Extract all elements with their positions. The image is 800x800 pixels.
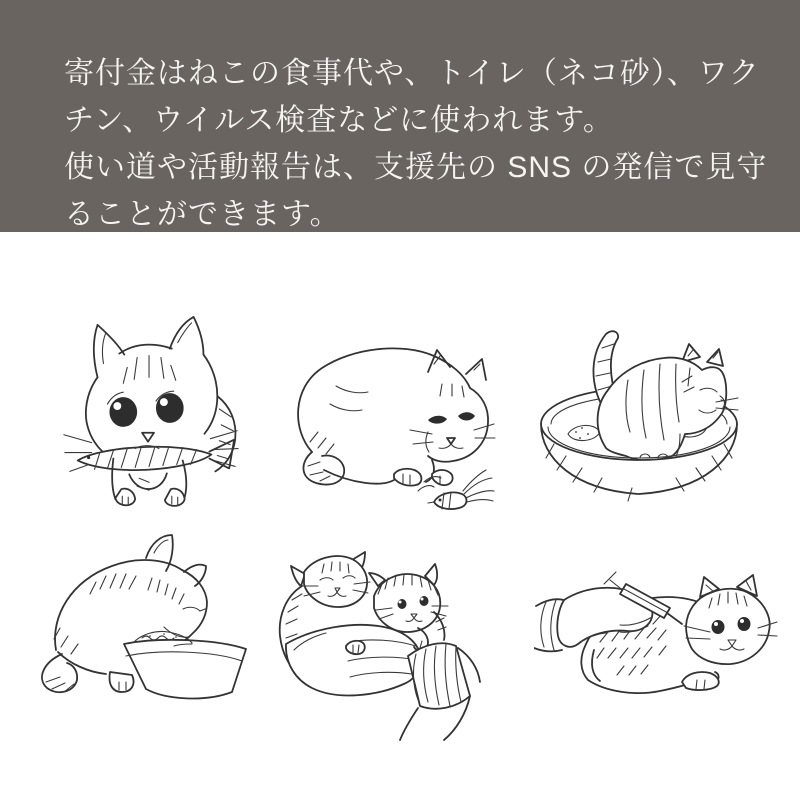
illustration-grid bbox=[0, 232, 800, 800]
banner-text-line: 使い道や活動報告は、支援先の SNS の発信で見守 bbox=[64, 151, 768, 184]
cat-with-fish-illustration bbox=[60, 310, 242, 508]
cat-eating-illustration bbox=[34, 532, 260, 707]
cat-with-toy-illustration bbox=[282, 312, 502, 524]
donation-info-banner bbox=[0, 0, 800, 232]
banner-text-line: 寄付金はねこの食事代や、トイレ（ネコ砂）、ワク bbox=[64, 57, 760, 90]
cat-vaccination-illustration bbox=[534, 570, 778, 710]
kittens-in-hands-illustration bbox=[258, 528, 482, 742]
banner-text-line: ることができます。 bbox=[64, 198, 341, 231]
banner-text-line: チン、ウイルス検査などに使われます。 bbox=[64, 104, 614, 137]
cat-in-litter-box-illustration bbox=[532, 306, 746, 508]
